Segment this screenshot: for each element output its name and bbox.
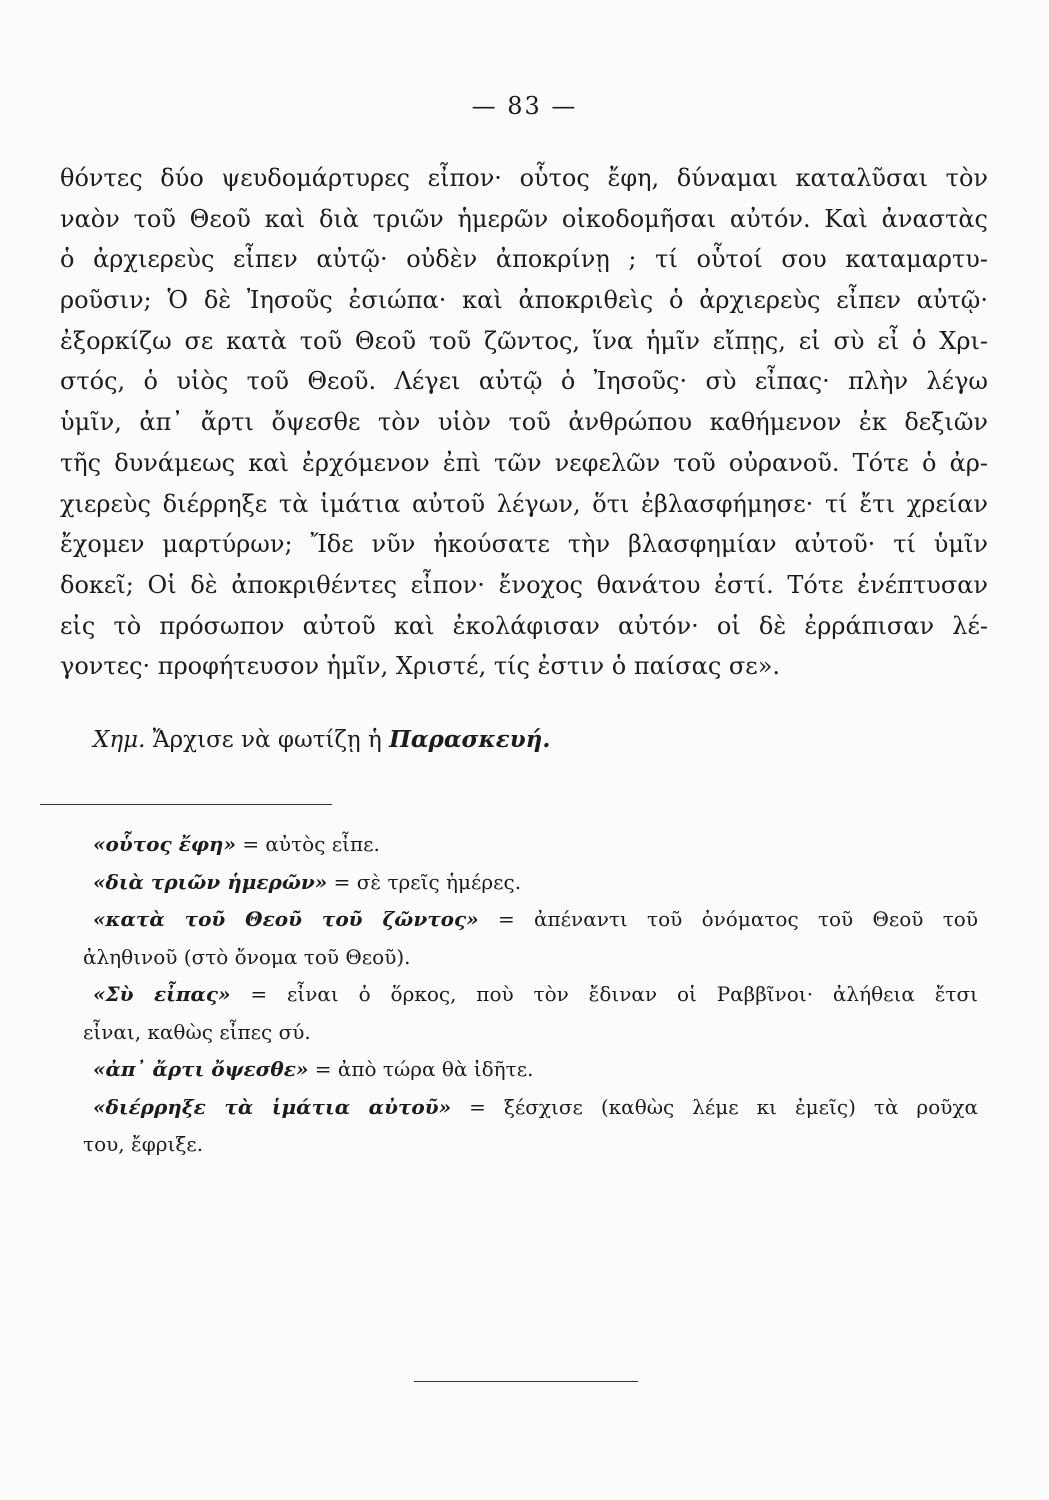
text-line: ἔχομεν μαρτύρων; Ἴδε νῦν ἠκούσατε τὴν βλασφημίαν αὐτοῦ· τί ὑμῖν (60, 530, 988, 559)
note-line (93, 1089, 978, 1127)
note-line (93, 1051, 978, 1089)
signature-line (93, 726, 550, 753)
signature-abbreviation: Χημ. (93, 727, 146, 753)
text-line: στός, ὁ υἱὸς τοῦ Θεοῦ. Λέγει αὐτῷ ὁ Ἰησοῦς· σὺ εἶπας· πλὴν λέγω (60, 367, 988, 396)
note-term: «οὗτος ἔφη» (93, 832, 236, 856)
note-term: «ἀπ᾿ ἄρτι ὄψεσθε» (93, 1057, 309, 1081)
text-line: θόντες δύο ψευδομάρτυρες εἶπον· οὗτος ἔφη, δύναμαι καταλῦσαι τὸν (60, 164, 988, 192)
note-gloss: = ἀπέναντι τοῦ ὀνόματος τοῦ Θεοῦ τοῦ (497, 907, 978, 931)
text-line: ὁ ἀρχιερεὺς εἶπεν αὐτῷ· οὐδὲν ἀποκρίνῃ ; τί οὗτοί σου καταμαρτυ- (60, 245, 988, 274)
note-continuation: ἀληθινοῦ (στὸ ὄνομα τοῦ Θεοῦ). (83, 944, 411, 969)
glossary-notes (83, 826, 979, 1164)
text-line: γοντες· προφήτευσον ἡμῖν, Χριστέ, τίς ἐστιν ὁ παίσας σε». (60, 652, 781, 681)
text-line: ὑμῖν, ἀπ᾿ ἄρτι ὄψεσθε τὸν υἱὸν τοῦ ἀνθρώπου καθήμενον ἐκ δεξιῶν (60, 408, 988, 437)
signature-text: Ἄρχισε νὰ φωτίζῃ ἡ (152, 727, 382, 753)
note-term: «Σὺ εἶπας» (93, 982, 231, 1006)
text-line: χιερεὺς διέρρηξε τὰ ἱμάτια αὐτοῦ λέγων, ὅτι ἐβλασφήμησε· τί ἔτι χρείαν (60, 489, 988, 518)
note-gloss: = σὲ τρεῖς ἡμέρες. (333, 869, 522, 894)
note-gloss: = εἶναι ὁ ὅρκος, ποὺ τὸν ἔδιναν οἱ Ραββῖνοι· ἀλήθεια ἔτσι (250, 982, 978, 1006)
text-line: εἰς τὸ πρόσωπον αὐτοῦ καὶ ἐκολάφισαν αὐτόν· οἱ δὲ ἐρράπισαν λέ- (60, 611, 988, 640)
note-line (93, 901, 978, 939)
note-continuation: του, ἔφριξε. (83, 1132, 204, 1156)
text-line: ναὸν τοῦ Θεοῦ καὶ διὰ τριῶν ἡμερῶν οἰκοδομῆσαι αὐτόν. Καὶ ἀναστὰς (60, 204, 988, 233)
note-term: «διέρρηξε τὰ ἱμάτια αὐτοῦ» (93, 1094, 452, 1119)
note-gloss: = αὐτὸς εἶπε. (242, 832, 380, 856)
main-text (60, 158, 988, 687)
page-number: — 83 — (471, 92, 578, 120)
end-divider (414, 1381, 638, 1382)
note-line (93, 976, 978, 1014)
note-continuation: εἶναι, καθὼς εἶπες σύ. (83, 1019, 311, 1044)
note-gloss: = ἀπὸ τώρα θὰ ἰδῆτε. (314, 1057, 534, 1081)
note-line (93, 826, 978, 864)
text-line: ἐξορκίζω σε κατὰ τοῦ Θεοῦ τοῦ ζῶντος, ἵνα ἡμῖν εἴπῃς, εἰ σὺ εἶ ὁ Χρι- (60, 326, 988, 355)
note-term: «κατὰ τοῦ Θεοῦ τοῦ ζῶντος» (93, 907, 479, 931)
footnote-divider (40, 804, 332, 805)
text-line: δοκεῖ; Οἱ δὲ ἀποκριθέντες εἶπον· ἔνοχος θανάτου ἐστί. Τότε ἐνέπτυσαν (60, 570, 988, 599)
note-gloss: = ξέσχισε (καθὼς λέμε κι ἐμεῖς) τὰ ροῦχα (469, 1094, 979, 1119)
note-term: «διὰ τριῶν ἡμερῶν» (93, 869, 328, 894)
text-line: ροῦσιν; Ὁ δὲ Ἰησοῦς ἐσιώπα· καὶ ἀποκριθεὶς ὁ ἀρχιερεὺς εἶπεν αὐτῷ· (60, 286, 988, 315)
signature-emphasis: Παρασκευή. (389, 726, 551, 753)
text-line: τῆς δυνάμεως καὶ ἐρχόμενον ἐπὶ τῶν νεφελῶν τοῦ οὐρανοῦ. Τότε ὁ ἀρ- (60, 448, 988, 477)
note-line (93, 864, 978, 902)
